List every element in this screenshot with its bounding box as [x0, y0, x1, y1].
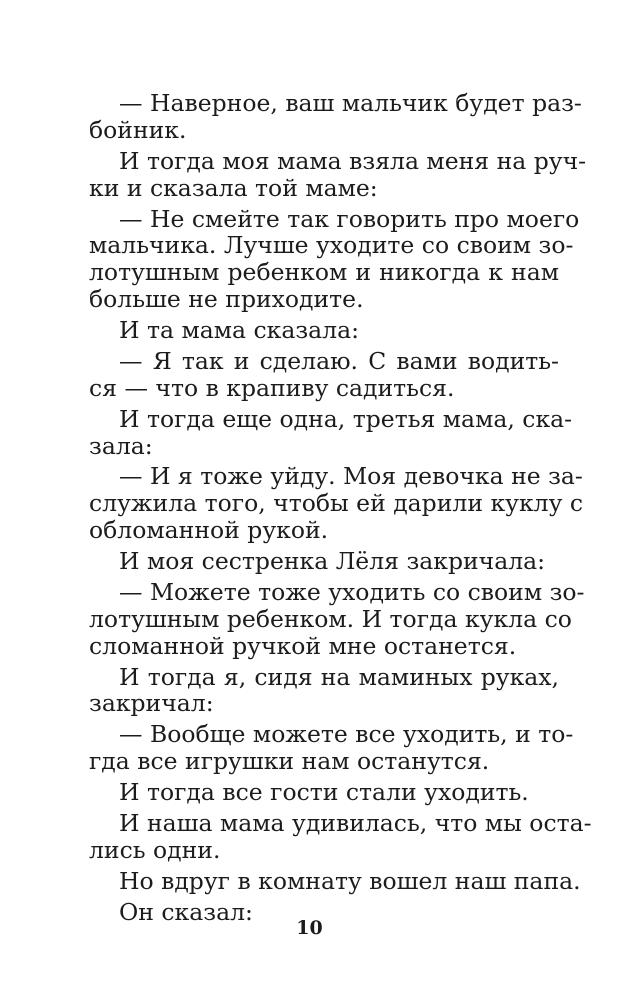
text-line: сломанной ручкой мне останется. — [89, 631, 517, 660]
page-number: 10 — [296, 917, 323, 939]
text-line: лотушным ребенком и никогда к нам — [89, 258, 559, 287]
text-line: закричал: — [89, 689, 214, 718]
text-line: И та мама сказала: — [119, 315, 360, 344]
text-line: ки и сказала той маме: — [89, 173, 378, 202]
text-line: И моя сестренка Лёля закричала: — [119, 547, 546, 576]
text-line: И наша мама удивилась, что мы оста- — [119, 809, 592, 838]
text-line: И тогда я, сидя на маминых руках, — [119, 662, 559, 691]
text-line: И тогда еще одна, третья мама, ска- — [119, 404, 573, 433]
text-line: лись одни. — [89, 835, 221, 864]
text-line: — Можете тоже уходить со своим зо- — [119, 578, 585, 607]
text-line: — Вообще можете все уходить, и то- — [119, 720, 574, 749]
text-line: лотушным ребенком. И тогда кукла со — [89, 604, 572, 633]
body-text — [89, 89, 592, 926]
text-line: И тогда все гости стали уходить. — [119, 778, 529, 807]
text-line: И тогда моя мама взяла меня на руч- — [119, 146, 587, 175]
text-line: ся — что в крапиву садиться. — [89, 373, 455, 402]
text-line: — Не смейте так говорить про моего — [119, 204, 580, 233]
text-line: — И я тоже уйду. Моя девочка не за- — [119, 462, 583, 491]
text-line: — Я так и сделаю. С вами водить- — [119, 346, 559, 375]
text-line: обломанной рукой. — [89, 516, 329, 545]
text-line: гда все игрушки нам останутся. — [89, 747, 490, 776]
text-line: — Наверное, ваш мальчик будет раз- — [119, 89, 582, 117]
text-line: Но вдруг в комнату вошел наш папа. — [119, 866, 581, 895]
text-line: мальчика. Лучше уходите со своим зо- — [89, 231, 574, 260]
text-line: служила того, чтобы ей дарили куклу с — [89, 489, 584, 518]
text-line: зала: — [89, 431, 153, 460]
text-line: больше не приходите. — [89, 284, 364, 313]
text-line: бойник. — [89, 115, 187, 144]
text-line: Он сказал: — [119, 897, 253, 926]
